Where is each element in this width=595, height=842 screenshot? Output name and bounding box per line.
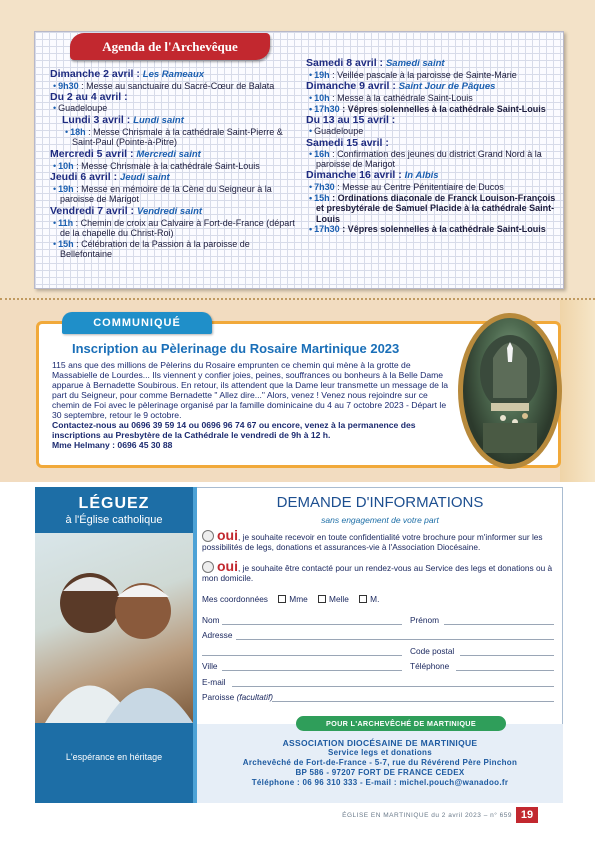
code-field[interactable] bbox=[460, 655, 554, 656]
agenda-item bbox=[50, 218, 295, 239]
agenda-feast-label: Mercredi saint bbox=[136, 148, 201, 160]
agenda-feast-label: Samedi saint bbox=[385, 58, 445, 69]
adresse-field-2[interactable] bbox=[202, 655, 402, 656]
agenda-title: Agenda de l'Archevêque bbox=[70, 33, 270, 60]
agenda-day bbox=[50, 68, 295, 81]
oui-label: oui bbox=[217, 558, 238, 574]
decorative-edge bbox=[560, 300, 595, 482]
form-title: DEMANDE D'INFORMATIONS bbox=[276, 494, 484, 511]
agenda-feast-label: Les Rameaux bbox=[142, 69, 205, 80]
agenda-text: : Messe en mémoire de la Cène du Seigneur à la paroisse de Marigot bbox=[60, 184, 272, 205]
bullet-icon: • bbox=[309, 192, 313, 203]
communique-signature: Mme Helmany : 0696 45 30 88 bbox=[52, 440, 173, 450]
agenda-day-label: Jeudi 6 avril : bbox=[50, 171, 118, 184]
adresse-label: Adresse bbox=[202, 630, 233, 640]
elderly-couple-photo bbox=[35, 533, 193, 723]
bullet-icon: • bbox=[65, 126, 69, 137]
agenda-feast-label: Vendredi saint bbox=[136, 205, 203, 217]
agenda-day bbox=[306, 80, 556, 93]
association-info bbox=[197, 738, 563, 788]
assoc-bp: BP 586 - 97207 FORT DE FRANCE CEDEX bbox=[295, 768, 465, 777]
agenda-day-label: Dimanche 16 avril : bbox=[306, 169, 402, 182]
agenda-time: 7h30 bbox=[314, 182, 335, 193]
agenda-time: 17h30 bbox=[314, 224, 340, 235]
option-brochure-text: , je souhaite recevoir en toute confidentialité votre brochure pour m'informer sur les possibilités de legs, donations et assurances-vie à l'Association Diocésaine. bbox=[202, 532, 543, 552]
agenda-day bbox=[50, 148, 295, 161]
agenda-time: 19h bbox=[58, 184, 74, 195]
agenda-item bbox=[50, 239, 295, 260]
option-appointment[interactable] bbox=[202, 558, 554, 583]
footer-text: ÉGLISE EN MARTINIQUE du 2 avril 2023 – n° 659 bbox=[342, 812, 512, 819]
agenda-feast-label: In Albis bbox=[404, 170, 439, 182]
agenda-time: 11h bbox=[58, 217, 74, 228]
telephone-label: Téléphone bbox=[410, 661, 450, 671]
bullet-icon: • bbox=[309, 93, 313, 104]
agenda-day-label: Samedi 8 avril : bbox=[306, 57, 384, 69]
nom-label: Nom bbox=[202, 615, 220, 625]
lourdes-grotto-image bbox=[458, 313, 562, 469]
legacy-title: LÉGUEZ bbox=[78, 495, 150, 512]
agenda-text: : Célébration de la Passion à la paroisse de Bellefontaine bbox=[60, 238, 250, 260]
mme-label: Mme bbox=[289, 594, 308, 604]
bullet-icon: • bbox=[53, 184, 57, 195]
option-brochure[interactable] bbox=[202, 527, 554, 552]
agenda-time: 10h bbox=[58, 160, 74, 171]
checkbox-m[interactable] bbox=[359, 595, 367, 603]
agenda-day bbox=[306, 137, 556, 149]
assoc-name: ASSOCIATION DIOCÉSAINE DE MARTINIQUE bbox=[282, 738, 478, 748]
legacy-slogan: L'espérance en héritage bbox=[65, 752, 163, 762]
agenda-item bbox=[306, 224, 556, 234]
legacy-subtitle: à l'Église catholique bbox=[65, 514, 163, 526]
agenda-text: : Vêpres solennelles à la cathédrale Saint-Louis bbox=[339, 224, 546, 235]
communique-title: Inscription au Pèlerinage du Rosaire Martinique 2023 bbox=[72, 341, 400, 356]
agenda-text: Guadeloupe bbox=[314, 126, 364, 137]
facultatif-label: (facultatif) bbox=[236, 692, 274, 702]
ville-label: Ville bbox=[202, 661, 218, 671]
bullet-icon: • bbox=[309, 224, 313, 235]
agenda-feast-label: Lundi saint bbox=[133, 114, 184, 126]
prenom-label: Prénom bbox=[410, 615, 440, 625]
agenda-left-column bbox=[50, 68, 295, 259]
agenda-item bbox=[50, 103, 295, 113]
agenda-day bbox=[50, 171, 295, 184]
agenda-day-label: Lundi 3 avril : bbox=[62, 113, 131, 126]
agenda-day-label: Mercredi 5 avril : bbox=[50, 147, 134, 160]
bullet-icon: • bbox=[53, 238, 57, 249]
agenda-text: : Messe au Centre Pénitentiaire de Ducos bbox=[334, 182, 504, 193]
agenda-time: 19h bbox=[314, 70, 330, 80]
ville-field[interactable] bbox=[222, 670, 402, 671]
form-subtitle: sans engagement de votre part bbox=[321, 515, 439, 525]
agenda-item bbox=[50, 184, 295, 205]
agenda-day-label: Vendredi 7 avril : bbox=[50, 204, 135, 217]
agenda-time: 18h bbox=[70, 126, 86, 137]
agenda-day-label: Du 13 au 15 avril : bbox=[306, 114, 396, 127]
bullet-icon: • bbox=[53, 81, 57, 91]
agenda-day-label: Du 2 au 4 avril : bbox=[50, 91, 128, 104]
agenda-time: 10h bbox=[314, 93, 330, 104]
agenda-day bbox=[306, 114, 556, 126]
bullet-icon: • bbox=[309, 70, 313, 80]
agenda-text: : Confirmation des jeunes du district Grand Nord à la paroisse de Marigot bbox=[316, 148, 542, 170]
agenda-text: : Chemin de croix au Calvaire à Fort-de-France (départ de la chapelle du Christ-Roi) bbox=[60, 217, 295, 239]
adresse-field[interactable] bbox=[236, 639, 554, 640]
agenda-day bbox=[306, 169, 556, 182]
agenda-feast-label: Saint Jour de Pâques bbox=[398, 81, 496, 93]
agenda-text: Guadeloupe bbox=[58, 103, 108, 114]
agenda-day bbox=[306, 57, 556, 70]
agenda-text: : Messe Chrismale à la cathédrale Saint-Pierre & Saint-Paul (Pointe-à-Pitre) bbox=[72, 126, 283, 148]
agenda-time: 9h30 bbox=[58, 81, 79, 91]
agenda-time: 15h bbox=[314, 192, 330, 203]
assoc-service: Service legs et donations bbox=[328, 748, 432, 757]
agenda-item bbox=[306, 126, 556, 136]
agenda-item bbox=[306, 182, 556, 192]
agenda-text: : Messe à la cathédrale Saint-Louis bbox=[329, 93, 473, 104]
melle-label: Melle bbox=[329, 594, 349, 604]
prenom-field[interactable] bbox=[444, 624, 554, 625]
email-field[interactable] bbox=[232, 686, 554, 687]
bullet-icon: • bbox=[53, 103, 57, 114]
bullet-icon: • bbox=[309, 148, 313, 159]
code-label: Code postal bbox=[410, 646, 455, 656]
pour-archeveche-tab: POUR L'ARCHEVÊCHÉ DE MARTINIQUE bbox=[296, 716, 506, 731]
agenda-text: : Ordinations diaconale de Franck Louison-François et presbytérale de Samuel Placide à la cathédrale Saint-Louis bbox=[316, 192, 556, 224]
paroisse-row bbox=[202, 692, 273, 702]
paroisse-label: Paroisse bbox=[202, 692, 235, 702]
agenda-item bbox=[306, 104, 556, 114]
agenda-time: 17h30 bbox=[314, 103, 340, 114]
agenda-day-label: Dimanche 9 avril : bbox=[306, 80, 396, 93]
agenda-text: : Messe au sanctuaire du Sacré-Cœur de Balata bbox=[78, 81, 275, 91]
agenda-item bbox=[50, 161, 295, 171]
agenda-day-label: Dimanche 2 avril : bbox=[50, 68, 140, 80]
nom-field[interactable] bbox=[222, 624, 402, 625]
m-label: M. bbox=[370, 594, 380, 604]
assoc-address: Archevêché de Fort-de-France - 5-7, rue du Révérend Père Pinchon bbox=[242, 758, 518, 767]
agenda-feast-label: Jeudi saint bbox=[120, 172, 170, 184]
radio-circle-icon[interactable] bbox=[202, 530, 214, 542]
communique-text: 115 ans que des millions de Pèlerins du Rosaire emprunten ce chemin qui mène à la grotte de Massabielle de Lourdes... Ils viennent y confier joies, peines, souffrances ou bonheurs à la Belle Dame apparue à Bernadette Soubirous. En retour, ils attendent que la Dame leur transmette un message de la part du Seigneur, pour comme Bernadette " Allez dire..." Alors, venez ! Venez nous rejoindre sur ce chemin de Foi avec le pèlerinage organisé par la famille dominicaine du 4 au 7 octobre 2023 - Départ le 30 septembre, retour le 9 octobre. bbox=[52, 360, 449, 420]
oui-label: oui bbox=[217, 527, 238, 543]
agenda-item bbox=[306, 149, 556, 170]
agenda-text: : Messe Chrismale à la cathédrale Saint-Louis bbox=[73, 160, 260, 171]
bullet-icon: • bbox=[309, 103, 313, 114]
agenda-time: 16h bbox=[314, 148, 330, 159]
communique-contact: Contactez-nous au 0696 39 59 14 ou 0696 96 74 67 ou encore, venez à la permanence des inscriptions au Presbytère de la Cathédrale le vendredi de 9h à 12 h. bbox=[52, 420, 416, 440]
option-appointment-text: , je souhaite être contacté pour un rendez-vous au Service des legs et donations ou à mon domicile. bbox=[202, 563, 553, 583]
bullet-icon: • bbox=[309, 126, 313, 137]
agenda-item bbox=[50, 81, 295, 91]
communique-tab: COMMUNIQUÉ bbox=[62, 312, 212, 334]
communique-body bbox=[52, 360, 452, 450]
agenda-item bbox=[50, 127, 295, 148]
agenda-text: : Vêpres solennelles à la cathédrale Saint-Louis bbox=[339, 103, 546, 114]
checkbox-mme[interactable] bbox=[278, 595, 286, 603]
agenda-item bbox=[306, 193, 556, 224]
coords-label: Mes coordonnées bbox=[202, 594, 268, 604]
paroisse-field[interactable] bbox=[272, 701, 554, 702]
assoc-contact: Téléphone : 06 96 310 333 - E-mail : michel.pouch@wanadoo.fr bbox=[251, 778, 509, 787]
agenda-item bbox=[306, 70, 556, 80]
bullet-icon: • bbox=[309, 182, 313, 193]
coords-row bbox=[202, 594, 552, 604]
checkbox-melle[interactable] bbox=[318, 595, 326, 603]
agenda-time: 15h bbox=[58, 238, 74, 249]
agenda-day-label: Samedi 15 avril : bbox=[306, 136, 389, 149]
agenda-right-column bbox=[306, 57, 556, 234]
agenda-day bbox=[50, 114, 295, 127]
agenda-day bbox=[50, 91, 295, 103]
agenda-item bbox=[306, 93, 556, 103]
telephone-field[interactable] bbox=[456, 670, 554, 671]
page-number: 19 bbox=[516, 807, 538, 823]
agenda-day bbox=[50, 205, 295, 218]
bullet-icon: • bbox=[53, 160, 57, 171]
agenda-text: : Veillée pascale à la paroisse de Sainte-Marie bbox=[329, 70, 517, 80]
email-label: E-mail bbox=[202, 677, 226, 687]
radio-circle-icon[interactable] bbox=[202, 561, 214, 573]
bullet-icon: • bbox=[53, 217, 57, 228]
